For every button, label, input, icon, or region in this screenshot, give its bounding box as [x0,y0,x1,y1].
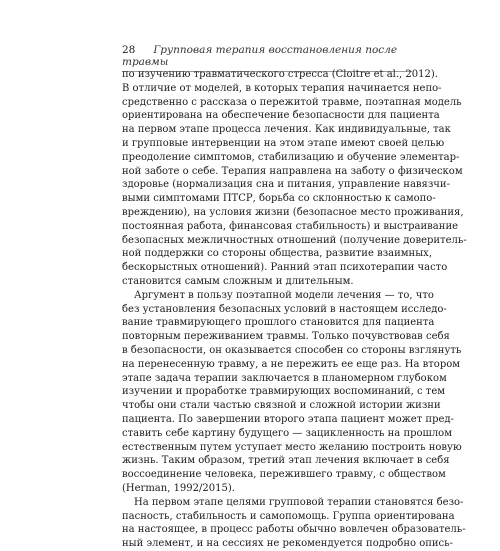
body-text [122,68,467,551]
text-line: на перенесенную травму, а не пережить ее еще раз. На втором [122,358,461,370]
text-line: выми симптомами ПТСР, борьба со склонностью к самопо- [122,193,436,205]
text-line: вреждению), на условия жизни (безопасное место проживания, [122,206,464,218]
text-line: жизнь. Таким образом, третий этап лечения включает в себя [122,455,450,467]
text-line: без установления безопасных условий в настоящем исследо- [122,303,447,315]
text-line: пасность, стабильность и самопомощь. Группа ориентирована [122,510,455,522]
text-line: (Herman, 1992/2015). [122,482,235,494]
text-line: в безопасности, он оказывается способен со стороны взглянуть [122,344,462,356]
text-line: чтобы они стали частью связной и сложной истории жизни [122,400,441,412]
text-line: изучении и проработке травмирующих воспоминаний, с тем [122,386,446,398]
text-line: становится самым сложным и длительным. [122,275,354,287]
running-title: Групповая терапия восстановления после травмы [122,44,398,68]
text-line: ной поддержки со стороны общества, развитие взаимных, [122,248,432,260]
text-line: воссоединение человека, пережившего травму, с обществом [122,469,446,481]
text-line: повторным переживанием травмы. Только почувствовав себя [122,331,450,343]
text-line: средственно с рассказа о пережитой травме, поэтапная модель [122,96,462,108]
text-line: безопасных межличностных отношений (получение доверитель- [122,234,467,246]
page-number: 28 [122,44,136,56]
text-line: ставить себе картину будущего — зацикленность на прошлом [122,427,452,439]
text-line: На первом этапе целями групповой терапии становятся безо- [134,496,464,508]
text-line: В отличие от моделей, в которых терапия начинается непо- [122,82,442,94]
text-line: вание травмирующего прошлого становится для пациента [122,317,435,329]
text-line: ориентирована на обеспечение безопасности для пациента [122,110,440,122]
text-line: естественным путем уступает место желанию построить новую [122,441,462,453]
text-line: ный элемент, и на сессиях не рекомендуется подробно опись- [122,538,453,550]
text-line: преодоление симптомов, стабилизацию и обучение элементар- [122,151,460,163]
text-line: этапе задача терапии заключается в планомерном глубоком [122,372,447,384]
text-line: на настоящее, в процесс работы обычно вовлечен образователь- [122,524,466,536]
text-line: на первом этапе процесса лечения. Как индивидуальные, так [122,124,451,136]
text-line: бескорыстных отношений). Ранний этап психотерапии часто [122,262,448,274]
text-line: постоянная работа, финансовая стабильность) и выстраивание [122,220,459,232]
text-line: Аргумент в пользу поэтапной модели лечения — то, что [134,289,434,301]
text-line: по изучению травматического стресса (Cloitre et al., 2012). [122,69,438,80]
text-line: и групповые интервенции на этом этапе имеют своей целью [122,137,445,149]
text-line: здоровье (нормализация сна и питания, управление навязчи- [122,179,450,191]
text-line: ной заботе о себе. Терапия направлена на заботу о физическом [122,165,463,177]
text-line: пациента. По завершении второго этапа пациент может пред- [122,413,454,425]
